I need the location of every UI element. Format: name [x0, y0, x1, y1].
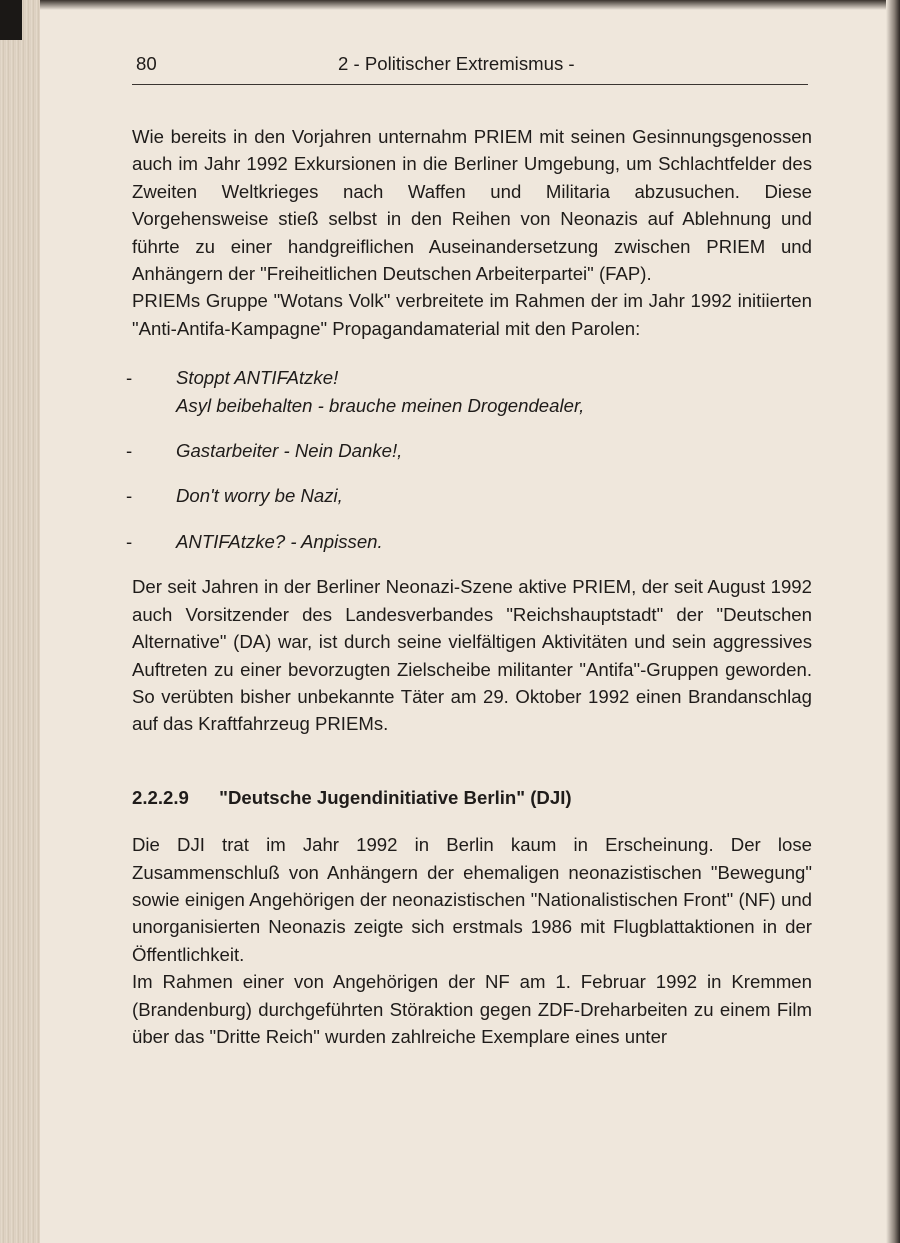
slogan-item — [126, 364, 812, 419]
slogan-text: Gastarbeiter - Nein Danke!, — [176, 440, 403, 462]
list-dash: - — [126, 485, 133, 507]
list-dash: - — [126, 367, 133, 389]
slogan-text: ANTIFAtzke? - Anpissen. — [176, 530, 383, 552]
page-header — [132, 40, 808, 85]
section-title: "Deutsche Jugendinitiative Berlin" (DJI) — [219, 786, 572, 808]
section-heading — [132, 784, 812, 811]
paragraph-2: PRIEMs Gruppe "Wotans Volk" verbreitete im Rahmen der im Jahr 1992 initiierten "Anti-Antifa-Kampagne" Propagandamaterial mit den Parolen: — [132, 290, 812, 339]
paragraph-5: Im Rahmen einer von Angehörigen der NF am 1. Februar 1992 in Kremmen (Brandenburg) durchgeführten Störaktion gegen ZDF-Dreharbeiten zu einem Film über das "Dritte Reich" wurden zahlreiche Exemplare eines unter — [132, 971, 812, 1047]
top-edge-shadow — [0, 0, 900, 10]
slogan-item — [126, 482, 812, 509]
list-dash: - — [126, 440, 133, 462]
slogan-text: Don't worry be Nazi, — [176, 485, 343, 507]
running-title: 2 - Politischer Extremismus - — [338, 53, 575, 74]
slogan-item — [126, 437, 812, 464]
right-edge-shadow — [886, 0, 900, 1243]
corner-mark — [0, 0, 22, 40]
slogan-list — [126, 364, 812, 555]
list-dash: - — [126, 530, 133, 552]
slogan-item — [126, 528, 812, 555]
page-content — [126, 40, 812, 1050]
paragraph-3: Der seit Jahren in der Berliner Neonazi-Szene aktive PRIEM, der seit August 1992 auch Vorsitzender des Landesverbandes "Reichshauptstadt" der "Deutschen Alternative" (DA) war, ist durch seine vielfältigen Aktivitäten und sein aggressives Auftreten zu einer bevorzugten Zielscheibe militanter "Antifa"-Gruppen geworden. So verübten bisher unbekannte Täter am 29. Oktober 1992 einen Brandanschlag auf das Kraftfahrzeug PRIEMs. — [132, 576, 812, 735]
slogan-text: Stoppt ANTIFAtzke! — [176, 367, 339, 389]
book-page-edges — [0, 0, 40, 1243]
paragraph-4: Die DJI trat im Jahr 1992 in Berlin kaum in Erscheinung. Der lose Zusammenschluß von Anhängern der ehemaligen neonazistischen "Bewegung" sowie einigen Angehörigen der neonazistischen "Nationalistischen Front" (NF) und unorganisierten Neonazis zeigte sich erstmals 1986 mit Flugblattaktionen in der Öffentlichkeit. — [132, 834, 812, 965]
page-number: 80 — [136, 53, 157, 74]
paragraph-1: Wie bereits in den Vorjahren unternahm PRIEM mit seinen Gesinnungsgenossen auch im Jahr 1992 Exkursionen in die Berliner Umgebung, um Schlachtfelder des Zweiten Weltkrieges nach Waffen und Militaria abzusuchen. Diese Vorgehensweise stieß selbst in den Reihen von Neonazis auf Ablehnung und führte zu einer handgreiflichen Auseinandersetzung zwischen PRIEM und Anhängern der "Freiheitlichen Deutschen Arbeiterpartei" (FAP). — [132, 126, 812, 285]
slogan-text: Asyl beibehalten - brauche meinen Drogendealer, — [176, 394, 585, 416]
section-number: 2.2.2.9 — [132, 786, 189, 808]
